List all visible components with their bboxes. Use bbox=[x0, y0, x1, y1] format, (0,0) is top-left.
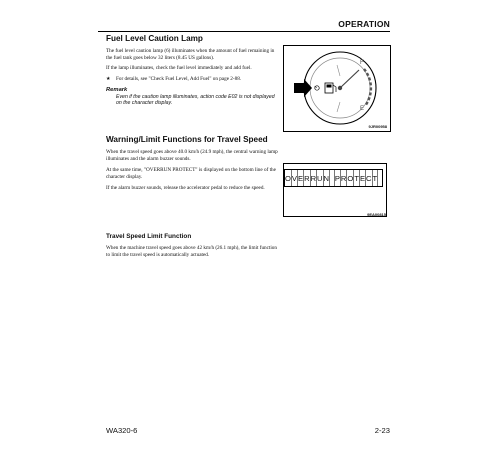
figure-frame bbox=[283, 163, 387, 217]
display-cell: O bbox=[347, 170, 354, 186]
display-cell: R bbox=[304, 170, 310, 186]
fuel-remark bbox=[106, 87, 278, 106]
section-label: OPERATION bbox=[338, 19, 390, 29]
display-cell: O bbox=[285, 170, 292, 186]
footer-page-number: 2-23 bbox=[374, 426, 390, 435]
display-cell: N bbox=[324, 170, 330, 186]
star-icon: ★ bbox=[106, 75, 111, 82]
warning-paragraph-2: At the same time, "OVERRUN PROTECT" is displayed on the bottom line of the character display. bbox=[106, 167, 276, 180]
gauge-full-label: F bbox=[360, 60, 364, 66]
warning-title: Warning/Limit Functions for Travel Speed bbox=[106, 135, 268, 144]
display-cell: E bbox=[360, 170, 366, 186]
footer-model: WA320-6 bbox=[106, 426, 138, 435]
figure-code: 9EA00815 bbox=[367, 212, 386, 217]
figure-code: 9JR00958 bbox=[368, 124, 387, 129]
limit-paragraph-1: When the machine travel speed goes above 42 km/h (26.1 mph), the limit function to limit the travel speed is automatically actuated. bbox=[106, 245, 277, 258]
header-rule bbox=[98, 31, 390, 32]
display-cell: R bbox=[311, 170, 317, 186]
display-cell: U bbox=[317, 170, 323, 186]
display-cell: T bbox=[373, 170, 379, 186]
warning-section bbox=[106, 135, 278, 192]
warning-paragraph-1: When the travel speed goes above 40.0 km/h (24.9 mph), the central warning lamp illuminates and the alarm buzzer sounds. bbox=[106, 149, 278, 162]
fuel-title: Fuel Level Caution Lamp bbox=[106, 34, 203, 43]
display-cell: E bbox=[298, 170, 304, 186]
gauge-empty-label: E bbox=[360, 106, 365, 112]
remark-text: Even if the caution lamp illuminates, action code E02 is not displayed on the character display. bbox=[116, 93, 275, 107]
display-cell: C bbox=[366, 170, 372, 186]
fuel-section bbox=[106, 34, 278, 107]
warning-paragraph-3: If the alarm buzzer sounds, release the accelerator pedal to reduce the speed. bbox=[106, 185, 265, 192]
display-cell: T bbox=[354, 170, 360, 186]
fuel-gauge-illustration bbox=[284, 46, 390, 131]
limit-title: Travel Speed Limit Function bbox=[106, 233, 192, 240]
fuel-bullet bbox=[106, 76, 278, 83]
fuel-paragraph-2: If the lamp illuminates, check the fuel level immediately and add fuel. bbox=[106, 65, 252, 72]
display-cell: P bbox=[335, 170, 341, 186]
fuel-bullet-text: For details, see "Check Fuel Level, Add Fuel" on page 2-88. bbox=[116, 75, 242, 82]
fuel-paragraph-1: The fuel level caution lamp (6) illuminates when the amount of fuel remaining in the fuel tank goes below 32 liters (8.45 US gallons). bbox=[106, 48, 275, 61]
fuel-gauge-figure bbox=[283, 45, 391, 132]
character-display-figure bbox=[283, 163, 389, 219]
limit-section bbox=[106, 233, 278, 258]
remark-title: Remark bbox=[106, 87, 128, 94]
display-cell: V bbox=[292, 170, 298, 186]
display-cell: R bbox=[341, 170, 347, 186]
